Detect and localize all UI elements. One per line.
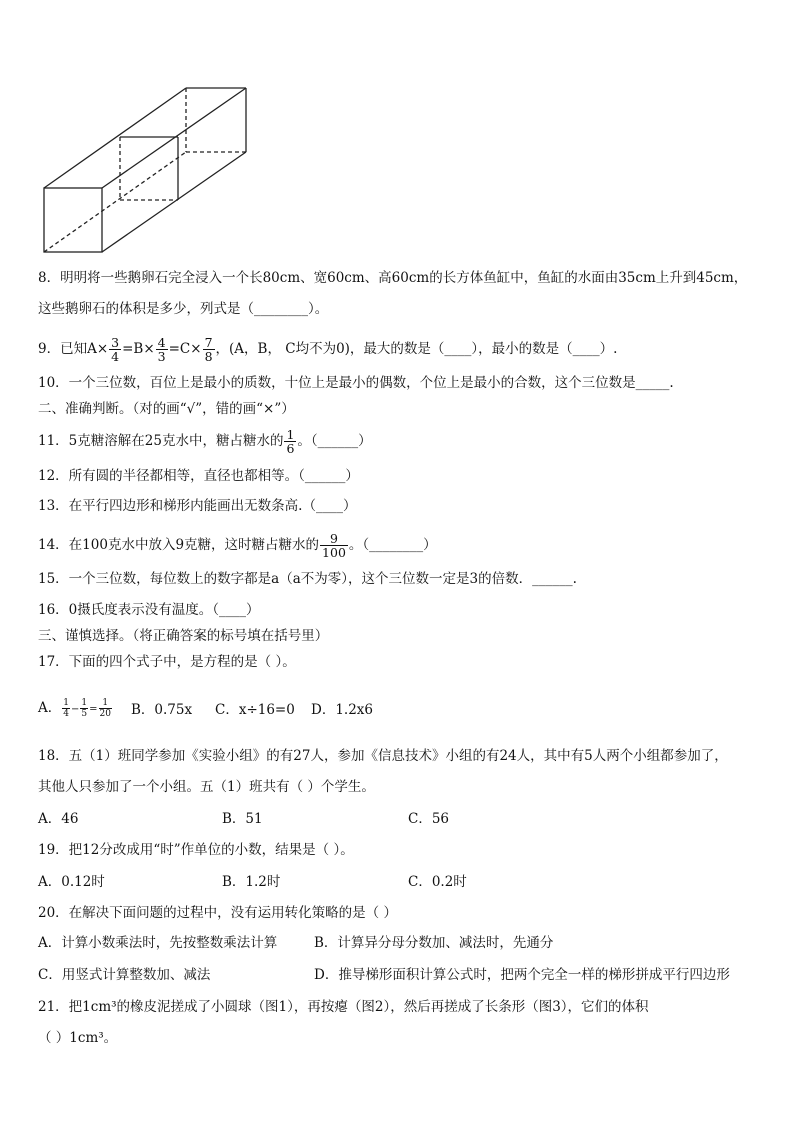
- q17-a-fraction-1: [62, 698, 70, 719]
- cuboid-figure: [36, 80, 266, 260]
- q21-line1: 21．把1cm³的橡皮泥搓成了小圆球（图1），再按瘪（图2），然后再搓成了长条形（图3），它们的体积: [38, 999, 649, 1015]
- denominator: 3: [157, 349, 166, 364]
- q19-stem: 19．把12分改成用“时”作单位的小数，结果是（ ）。: [38, 842, 354, 858]
- q9-fraction-3: [203, 336, 215, 363]
- q18-line1: 18．五（1）班同学参加《实验小组》的有27人，参加《信息技术》小组的有24人，其中有5人两个小组都参加了，: [38, 748, 728, 764]
- denominator: 20: [99, 709, 111, 719]
- q19-option-b: B．1.2时: [222, 874, 281, 890]
- q17-option-b: B．0.75x: [131, 702, 193, 718]
- q20-option-a: A．计算小数乘法时，先按整数乘法计算: [38, 935, 278, 951]
- q15: 15．一个三位数，每位数上的数字都是a（a不为零），这个三位数一定是3的倍数．______.: [38, 571, 577, 587]
- q17-option-c: C．x÷16=0: [215, 702, 295, 718]
- numerator: 1: [81, 698, 88, 708]
- q8-line2: 这些鹅卵石的体积是多少，列式是（________）。: [38, 301, 329, 317]
- option-label: A．: [38, 700, 62, 716]
- denominator: 8: [204, 349, 213, 364]
- q20-option-b: B．计算异分母分数加、减法时，先通分: [314, 935, 554, 951]
- q17-stem: 17．下面的四个式子中，是方程的是（ ）。: [38, 654, 296, 670]
- q14-suffix: 。（________）: [348, 537, 437, 553]
- q9-fraction-1: [109, 336, 121, 363]
- q13: 13．在平行四边形和梯形内能画出无数条高.（____）: [38, 498, 357, 514]
- q20-option-d: D．推导梯形面积计算公式时，把两个完全一样的梯形拼成平行四边形: [314, 967, 730, 983]
- q16: 16．0摄氏度表示没有温度。（____）: [38, 602, 260, 618]
- q17-option-d: D．1.2x6: [311, 702, 373, 718]
- q20-stem: 20．在解决下面问题的过程中，没有运用转化策略的是（ ）: [38, 905, 397, 921]
- equals-sign: =: [89, 704, 98, 715]
- q19-option-a: A．0.12时: [38, 874, 105, 890]
- section-3-title: 三、谨慎选择。（将正确答案的标号填在括号里）: [38, 628, 329, 644]
- numerator: 4: [157, 335, 166, 350]
- q14-fraction: [320, 532, 348, 559]
- numerator: 1: [63, 698, 69, 708]
- q11-suffix: 。（______）: [297, 433, 372, 449]
- denominator: 100: [322, 545, 346, 560]
- q17-a-fraction-3: [99, 698, 112, 719]
- denominator: 4: [63, 709, 69, 719]
- q18-option-c: C．56: [408, 811, 450, 827]
- q10: 10．一个三位数，百位上是最小的质数，十位上是最小的偶数，个位上是最小的合数，这个三位数是_____.: [38, 375, 674, 391]
- denominator: 6: [286, 441, 295, 456]
- q12: 12．所有圆的半径都相等，直径也都相等。（______）: [38, 468, 359, 484]
- q8-line1: 8．明明将一些鹅卵石完全浸入一个长80cm、宽60cm、高60cm的长方体鱼缸中，鱼缸的水面由35cm上升到45cm，: [38, 270, 748, 286]
- q11-prefix: 11．5克糖溶解在25克水中，糖占糖水的: [38, 433, 284, 449]
- section-2-title: 二、准确判断。（对的画“√”，错的画“×”）: [38, 401, 295, 417]
- q18-line2: 其他人只参加了一个小组。五（1）班共有（ ）个学生。: [38, 779, 375, 795]
- q19-option-c: C．0.2时: [408, 874, 467, 890]
- q9-a-label: A×: [87, 341, 109, 357]
- minus-sign: −: [70, 704, 80, 715]
- q14: [38, 532, 437, 559]
- numerator: 7: [204, 335, 213, 350]
- q21-line2: （ ）1cm³。: [38, 1030, 118, 1046]
- q9-question: [38, 336, 617, 363]
- q11: [38, 428, 372, 455]
- q9-fraction-2: [156, 336, 168, 363]
- q11-fraction: [284, 428, 296, 455]
- q9-c-label: =C×: [168, 341, 202, 357]
- q9-b-label: =B×: [122, 341, 155, 357]
- q20-option-c: C．用竖式计算整数加、减法: [38, 967, 211, 983]
- numerator: 1: [99, 698, 112, 709]
- q18-option-a: A．46: [38, 811, 79, 827]
- denominator: 5: [81, 709, 88, 719]
- numerator: 3: [111, 335, 120, 350]
- q18-option-b: B．51: [222, 811, 263, 827]
- q9-suffix: ，(A，B， C均不为0)，最大的数是（____），最小的数是（____）.: [215, 341, 618, 357]
- denominator: 4: [111, 349, 120, 364]
- numerator: 1: [286, 427, 295, 442]
- q17-option-a: [38, 698, 113, 720]
- q9-prefix: 9．已知: [38, 341, 88, 357]
- q14-prefix: 14．在100克水中放入9克糖，这时糖占糖水的: [38, 537, 320, 553]
- q17-a-fraction-2: [80, 698, 88, 719]
- numerator: 9: [320, 532, 348, 546]
